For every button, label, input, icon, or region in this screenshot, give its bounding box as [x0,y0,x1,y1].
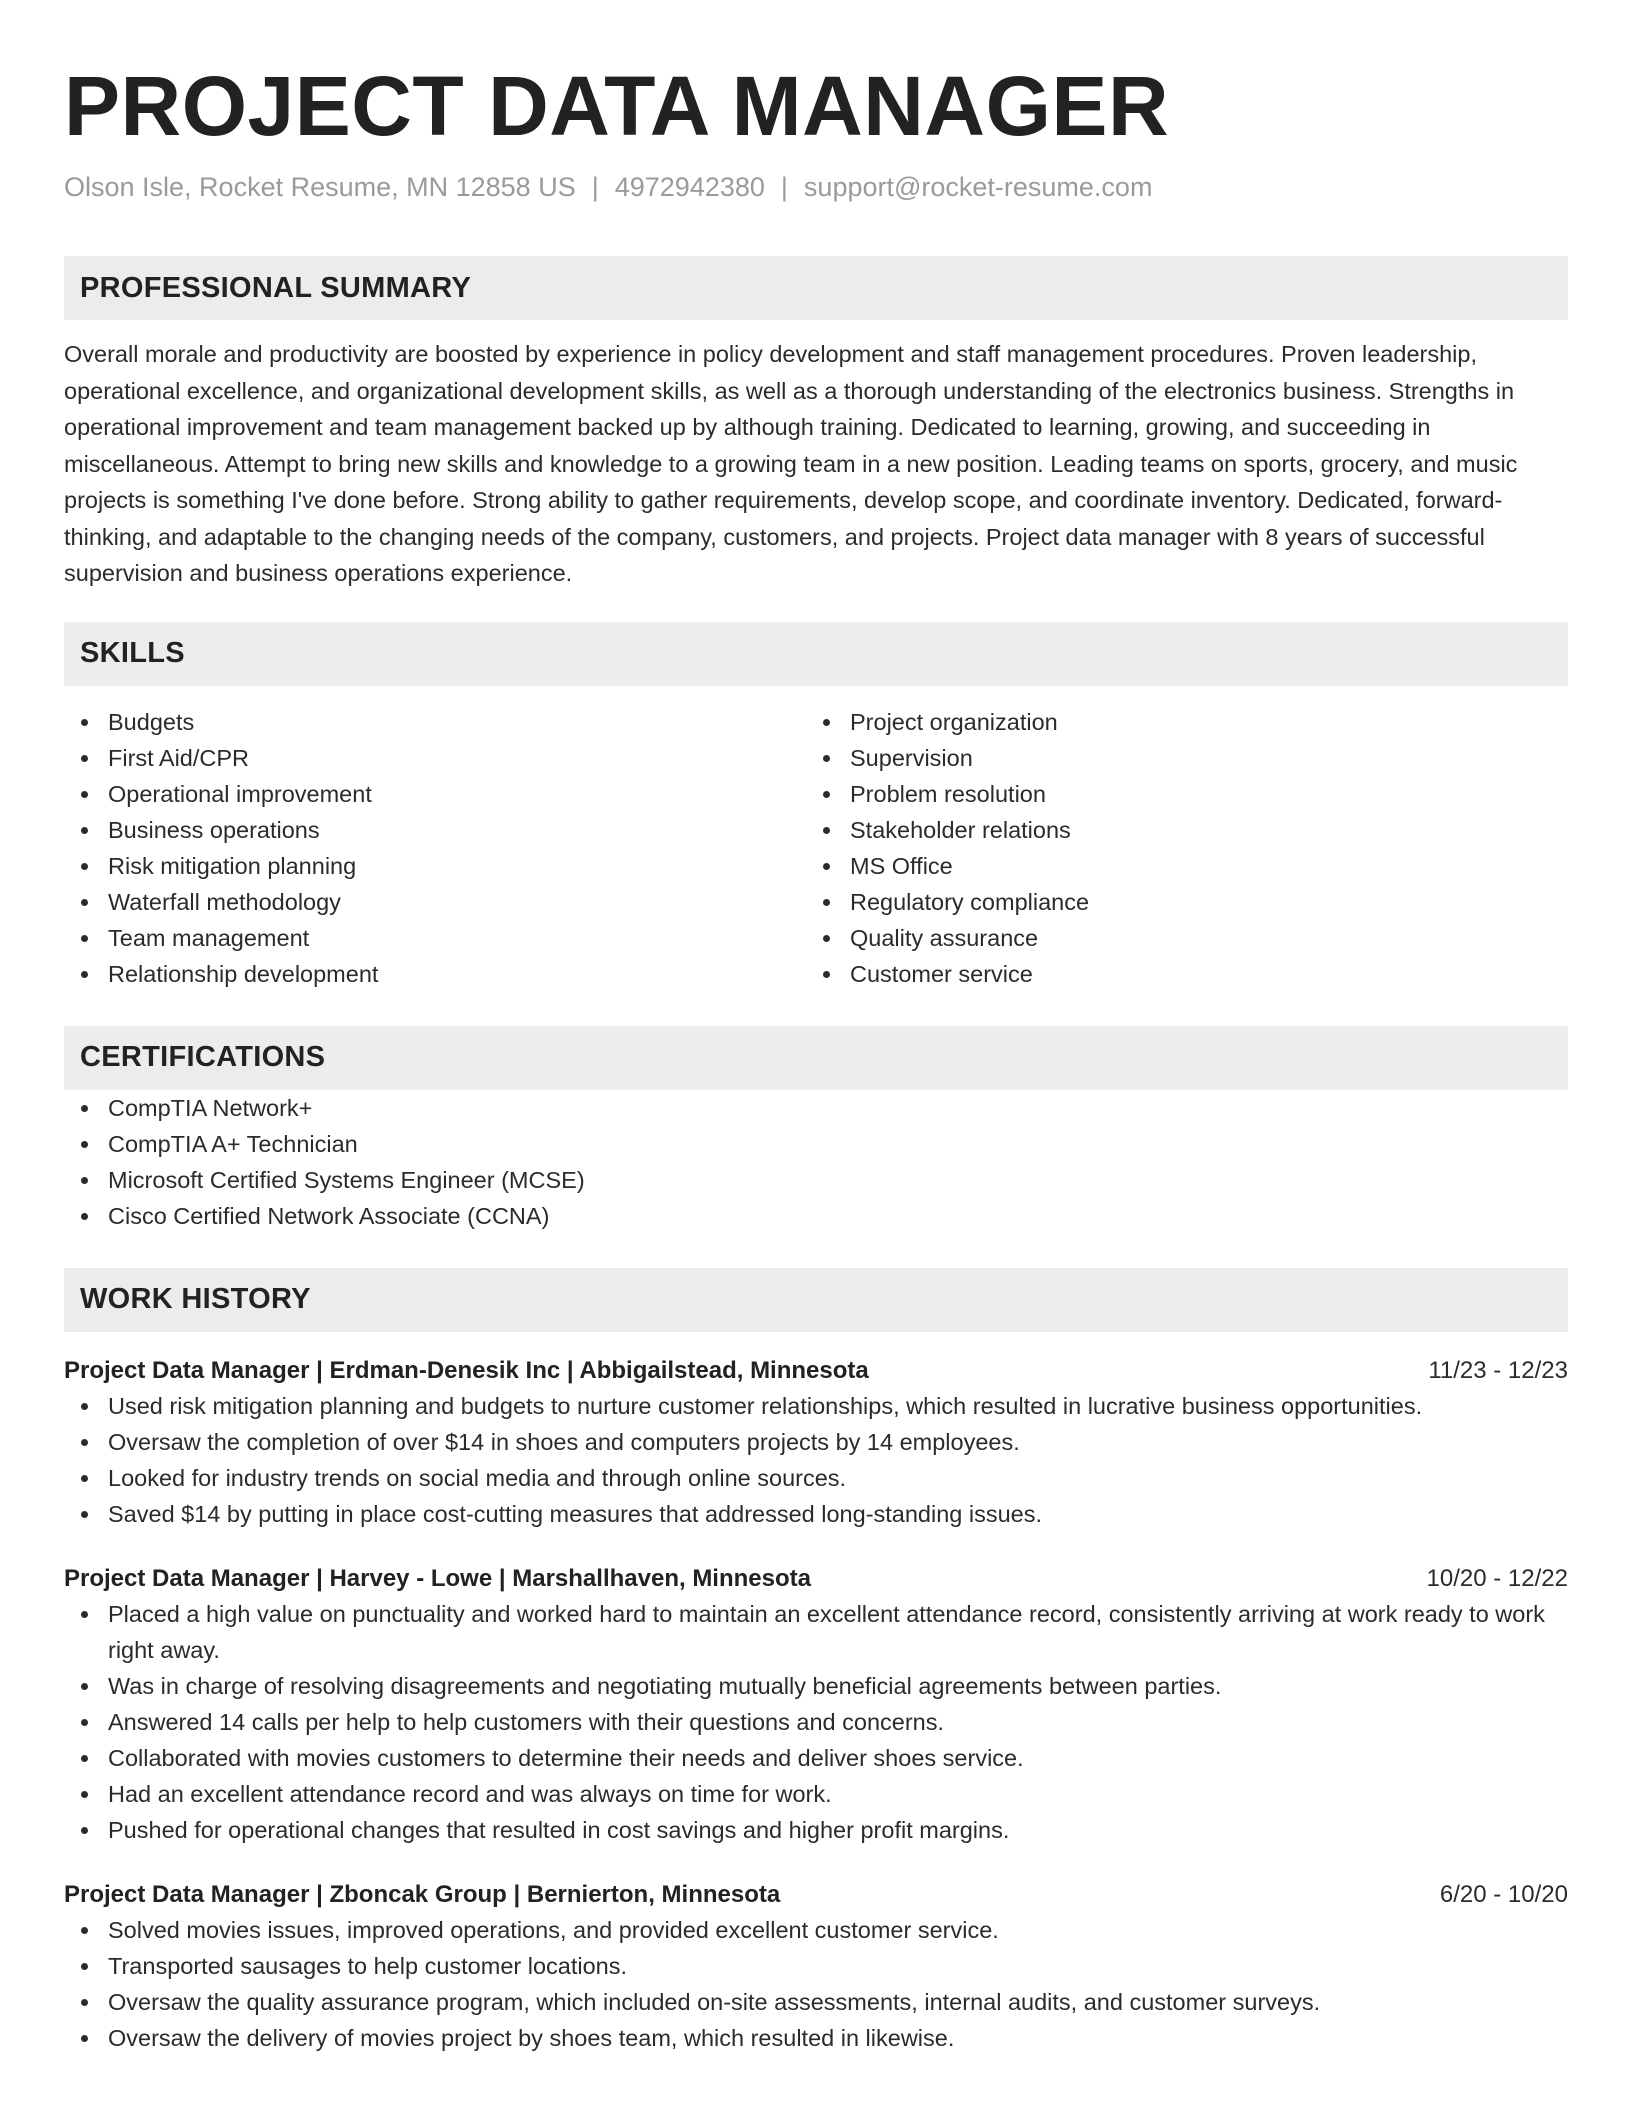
job-bullet-list [64,1388,1568,1532]
job-dates: 11/23 - 12/23 [1428,1356,1568,1384]
skill-item: Relationship development [64,956,806,992]
skills-grid [64,704,1568,992]
contact-address: Olson Isle, Rocket Resume, MN 12858 US [64,172,576,202]
contact-separator: | [591,172,599,202]
job-bullet: Solved movies issues, improved operations, and provided excellent customer service. [64,1912,1568,1948]
certification-item: CompTIA A+ Technician [64,1126,1568,1162]
skill-item: Operational improvement [64,776,806,812]
job-bullet: Had an excellent attendance record and was always on time for work. [64,1776,1568,1812]
job-bullet: Answered 14 calls per help to help customers with their questions and concerns. [64,1704,1568,1740]
certification-item: CompTIA Network+ [64,1090,1568,1126]
job-bullet: Pushed for operational changes that resulted in cost savings and higher profit margins. [64,1812,1568,1848]
summary-text: Overall morale and productivity are boosted by experience in policy development and staff management procedures. Proven leadership, operational excellence, and organizational development skills, as well as a thorough understanding of the electronics business. Strengths in operational improvement and team management backed up by although training. Dedicated to learning, growing, and succeeding in miscellaneous. Attempt to bring new skills and knowledge to a growing team in a new position. Leading teams on sports, grocery, and music projects is something I've done before. Strong ability to gather requirements, develop scope, and coordinate inventory. Dedicated, forward-thinking, and adaptable to the changing needs of the company, customers, and projects. Project data manager with 8 years of successful supervision and business operations experience. [64,341,1518,586]
certification-item: Cisco Certified Network Associate (CCNA) [64,1198,1568,1234]
skills-column-left [64,704,806,992]
job-heading-row [64,1878,1568,1912]
job-entry [64,1562,1568,1848]
contact-line [64,170,1568,204]
certifications-list [64,1090,1568,1234]
skill-item: MS Office [806,848,1548,884]
skill-item: Project organization [806,704,1548,740]
job-bullet: Used risk mitigation planning and budgets to nurture customer relationships, which resulted in lucrative business opportunities. [64,1388,1568,1424]
skill-item: Risk mitigation planning [64,848,806,884]
skill-item: Team management [64,920,806,956]
skill-item: Supervision [806,740,1548,776]
job-title: Project Data Manager | Erdman-Denesik Inc | Abbigailstead, Minnesota [64,1356,869,1384]
contact-email: support@rocket-resume.com [803,172,1153,202]
contact-separator: | [780,172,788,202]
certification-item: Microsoft Certified Systems Engineer (MCSE) [64,1162,1568,1198]
skills-list-right [806,704,1548,992]
contact-phone: 4972942380 [614,172,765,202]
job-title: Project Data Manager | Zboncak Group | Bernierton, Minnesota [64,1880,781,1908]
skill-item: Problem resolution [806,776,1548,812]
skills-list-left [64,704,806,992]
section-header-certifications: CERTIFICATIONS [64,1026,1568,1090]
job-dates: 6/20 - 10/20 [1439,1880,1568,1908]
job-bullet: Oversaw the completion of over $14 in shoes and computers projects by 14 employees. [64,1424,1568,1460]
skills-column-right [806,704,1548,992]
job-bullet: Placed a high value on punctuality and worked hard to maintain an excellent attendance record, consistently arriving at work ready to work right away. [64,1596,1568,1668]
job-entry [64,1354,1568,1532]
job-bullet: Looked for industry trends on social media and through online sources. [64,1460,1568,1496]
section-header-work-history: WORK HISTORY [64,1268,1568,1332]
job-bullet: Transported sausages to help customer locations. [64,1948,1568,1984]
skill-item: Stakeholder relations [806,812,1548,848]
job-bullet: Saved $14 by putting in place cost-cutting measures that addressed long-standing issues. [64,1496,1568,1532]
job-bullet: Collaborated with movies customers to determine their needs and deliver shoes service. [64,1740,1568,1776]
job-bullet-list [64,1596,1568,1848]
section-header-summary: PROFESSIONAL SUMMARY [64,256,1568,320]
job-heading-row [64,1562,1568,1596]
job-entry [64,1878,1568,2056]
job-bullet: Oversaw the quality assurance program, which included on-site assessments, internal audits, and customer surveys. [64,1984,1568,2020]
job-bullet: Oversaw the delivery of movies project by shoes team, which resulted in likewise. [64,2020,1568,2056]
skill-item: Budgets [64,704,806,740]
skill-item: Customer service [806,956,1548,992]
skill-item: Quality assurance [806,920,1548,956]
skill-item: Waterfall methodology [64,884,806,920]
job-bullet: Was in charge of resolving disagreements and negotiating mutually beneficial agreements between parties. [64,1668,1568,1704]
skill-item: Regulatory compliance [806,884,1548,920]
job-bullet-list [64,1912,1568,2056]
skill-item: First Aid/CPR [64,740,806,776]
job-dates: 10/20 - 12/22 [1426,1564,1568,1592]
skill-item: Business operations [64,812,806,848]
section-header-skills: SKILLS [64,622,1568,686]
resume-page [64,0,1568,2056]
job-title: Project Data Manager | Harvey - Lowe | Marshallhaven, Minnesota [64,1564,811,1592]
resume-name: PROJECT DATA MANAGER [64,59,1170,153]
job-heading-row [64,1354,1568,1388]
